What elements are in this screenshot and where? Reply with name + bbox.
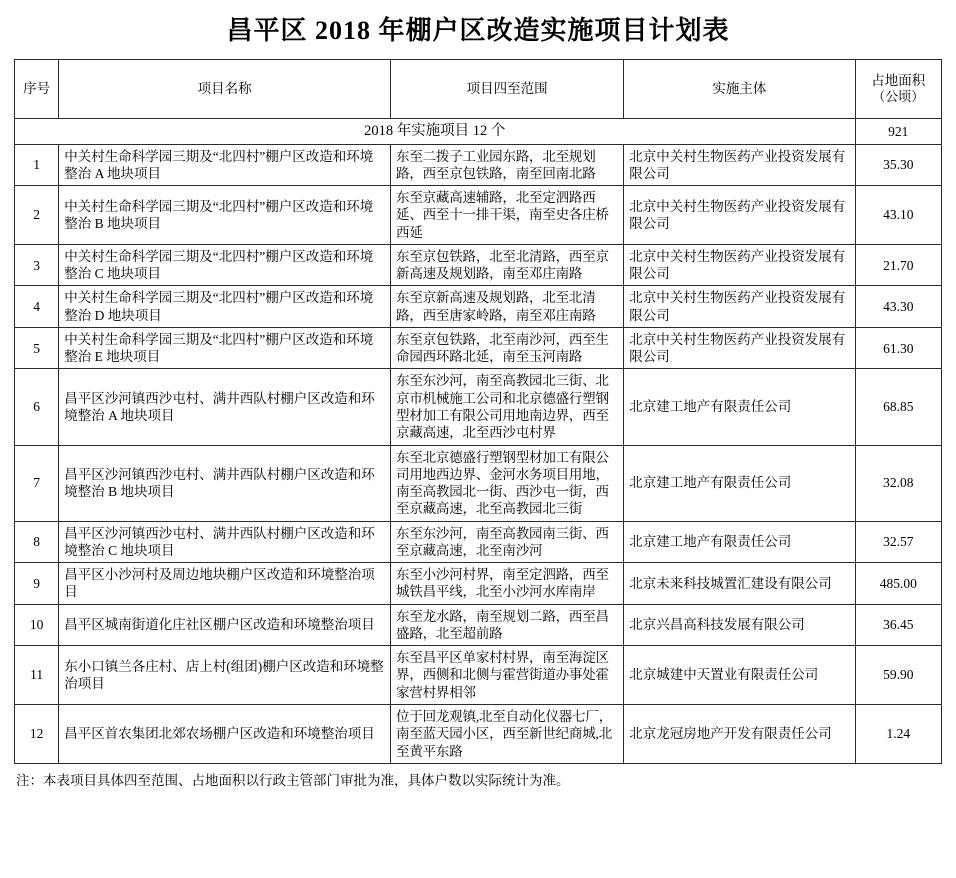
row-implementing-body: 北京建工地产有限责任公司	[624, 521, 855, 563]
summary-label: 2018 年实施项目 12 个	[15, 119, 856, 145]
row-implementing-body: 北京兴昌高科技发展有限公司	[624, 604, 855, 646]
column-header-area	[855, 60, 942, 119]
row-area: 32.08	[855, 445, 942, 521]
column-header-range: 项目四至范围	[391, 60, 624, 119]
row-no: 9	[15, 563, 59, 605]
table-row	[15, 646, 942, 705]
row-project-name: 昌平区小沙河村及周边地块棚户区改造和环境整治项目	[59, 563, 391, 605]
row-range: 东至京藏高速辅路，北至定泗路西延、西至十一排干渠，南至史各庄桥西延	[391, 186, 624, 245]
row-range: 东至昌平区单家村村界，南至海淀区界，西侧和北侧与霍营街道办事处霍家营村界相邻	[391, 646, 624, 705]
row-project-name: 东小口镇兰各庄村、店上村(组团)棚户区改造和环境整治项目	[59, 646, 391, 705]
table-row	[15, 604, 942, 646]
row-no: 2	[15, 186, 59, 245]
row-area: 485.00	[855, 563, 942, 605]
row-implementing-body: 北京中关村生物医药产业投资发展有限公司	[624, 186, 855, 245]
table-body	[15, 119, 942, 764]
row-no: 11	[15, 646, 59, 705]
page-title: 昌平区 2018 年棚户区改造实施项目计划表	[226, 16, 730, 45]
column-header-body: 实施主体	[624, 60, 855, 119]
row-project-name: 昌平区首农集团北郊农场棚户区改造和环境整治项目	[59, 704, 391, 763]
summary-area: 921	[855, 119, 942, 145]
row-area: 21.70	[855, 244, 942, 286]
row-no: 4	[15, 286, 59, 328]
row-range: 位于回龙观镇,北至自动化仪器七厂，南至蓝天园小区，西至新世纪商城,北至黄平东路	[391, 704, 624, 763]
table-row	[15, 563, 942, 605]
row-no: 10	[15, 604, 59, 646]
row-area: 68.85	[855, 369, 942, 445]
row-implementing-body: 北京中关村生物医药产业投资发展有限公司	[624, 286, 855, 328]
row-project-name: 中关村生命科学园三期及“北四村”棚户区改造和环境整治 A 地块项目	[59, 144, 391, 186]
row-range: 东至北京德盛行塑钢型材加工有限公司用地西边界、金河水务项目用地，南至高教园北一街、西沙屯一街，西至京藏高速，北至高教园北三街	[391, 445, 624, 521]
row-project-name: 昌平区沙河镇西沙屯村、满井西队村棚户区改造和环境整治 C 地块项目	[59, 521, 391, 563]
row-no: 3	[15, 244, 59, 286]
row-area: 35.30	[855, 144, 942, 186]
row-no: 6	[15, 369, 59, 445]
row-area: 43.30	[855, 286, 942, 328]
row-implementing-body: 北京中关村生物医药产业投资发展有限公司	[624, 144, 855, 186]
row-project-name: 中关村生命科学园三期及“北四村”棚户区改造和环境整治 D 地块项目	[59, 286, 391, 328]
table-row	[15, 445, 942, 521]
row-area: 1.24	[855, 704, 942, 763]
summary-row	[15, 119, 942, 145]
row-range: 东至东沙河，南至高教园南三街、西至京藏高速，北至南沙河	[391, 521, 624, 563]
table-row	[15, 186, 942, 245]
row-project-name: 昌平区沙河镇西沙屯村、满井西队村棚户区改造和环境整治 A 地块项目	[59, 369, 391, 445]
row-range: 东至龙水路，南至规划二路，西至昌盛路，北至超前路	[391, 604, 624, 646]
row-area: 36.45	[855, 604, 942, 646]
row-implementing-body: 北京未来科技城置汇建设有限公司	[624, 563, 855, 605]
row-range: 东至小沙河村界，南至定泗路，西至城铁昌平线，北至小沙河水库南岸	[391, 563, 624, 605]
row-no: 5	[15, 327, 59, 369]
row-range: 东至二拨子工业园东路，北至规划路，西至京包铁路，南至回南北路	[391, 144, 624, 186]
table-row	[15, 286, 942, 328]
row-project-name: 昌平区城南街道化庄社区棚户区改造和环境整治项目	[59, 604, 391, 646]
row-range: 东至京新高速及规划路，北至北清路，西至唐家岭路，南至邓庄南路	[391, 286, 624, 328]
table-note: 注：本表项目具体四至范围、占地面积以行政主管部门审批为准，具体户数以实际统计为准。	[16, 772, 570, 788]
table-row	[15, 521, 942, 563]
row-range: 东至京包铁路，北至北清路，西至京新高速及规划路，南至邓庄南路	[391, 244, 624, 286]
table-header-row	[15, 60, 942, 119]
row-implementing-body: 北京建工地产有限责任公司	[624, 445, 855, 521]
row-project-name: 中关村生命科学园三期及“北四村”棚户区改造和环境整治 B 地块项目	[59, 186, 391, 245]
row-range: 东至东沙河，南至高教园北三街、北京市机械施工公司和北京德盛行塑钢型材加工有限公司用地南边界，西至京藏高速，北至西沙屯村界	[391, 369, 624, 445]
table-row	[15, 244, 942, 286]
row-implementing-body: 北京城建中天置业有限责任公司	[624, 646, 855, 705]
row-no: 12	[15, 704, 59, 763]
table-row	[15, 327, 942, 369]
row-project-name: 中关村生命科学园三期及“北四村”棚户区改造和环境整治 C 地块项目	[59, 244, 391, 286]
row-project-name: 中关村生命科学园三期及“北四村”棚户区改造和环境整治 E 地块项目	[59, 327, 391, 369]
column-header-area-main: 占地面积	[871, 73, 926, 89]
table-header	[15, 60, 942, 119]
row-no: 1	[15, 144, 59, 186]
column-header-area-unit: （公顷）	[872, 89, 925, 105]
row-area: 43.10	[855, 186, 942, 245]
row-implementing-body: 北京中关村生物医药产业投资发展有限公司	[624, 244, 855, 286]
row-implementing-body: 北京中关村生物医药产业投资发展有限公司	[624, 327, 855, 369]
column-header-no: 序号	[15, 60, 59, 119]
row-implementing-body: 北京龙冠房地产开发有限责任公司	[624, 704, 855, 763]
row-area: 61.30	[855, 327, 942, 369]
row-implementing-body: 北京建工地产有限责任公司	[624, 369, 855, 445]
row-area: 59.90	[855, 646, 942, 705]
row-project-name: 昌平区沙河镇西沙屯村、满井西队村棚户区改造和环境整治 B 地块项目	[59, 445, 391, 521]
row-area: 32.57	[855, 521, 942, 563]
row-no: 8	[15, 521, 59, 563]
plan-table	[14, 59, 942, 764]
row-range: 东至京包铁路，北至南沙河，西至生命园西环路北延，南至玉河南路	[391, 327, 624, 369]
table-row	[15, 369, 942, 445]
row-no: 7	[15, 445, 59, 521]
table-row	[15, 704, 942, 763]
column-header-name: 项目名称	[59, 60, 391, 119]
table-row	[15, 144, 942, 186]
